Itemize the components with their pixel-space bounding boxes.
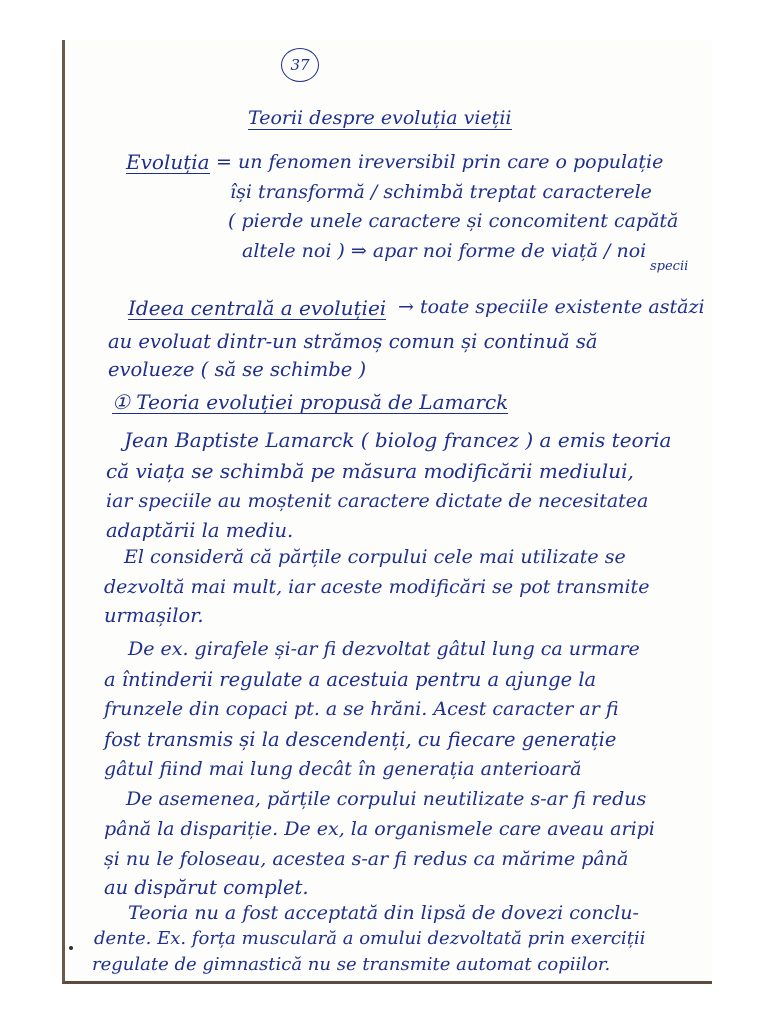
- paragraph-line: Teoria nu a fost acceptată din lipsă de dovezi conclu-: [128, 902, 639, 924]
- central-idea-line: evolueze ( să se schimbe ): [108, 358, 367, 381]
- paragraph-line: au dispărut complet.: [104, 876, 309, 899]
- central-idea-line: → toate speciile existente astăzi: [398, 296, 705, 318]
- paragraph-line: regulate de gimnastică nu se transmite automat copiilor.: [92, 954, 611, 975]
- paragraph-line: adaptării la mediu.: [106, 519, 294, 542]
- paragraph-line: El consideră că părțile corpului cele mai utilizate se: [124, 546, 626, 568]
- definition-line: specii: [650, 259, 689, 274]
- paragraph-line: până la dispariție. De ex, la organismele care aveau aripi: [104, 818, 655, 840]
- paragraph-line: și nu le foloseau, acestea s-ar fi redus ca mărime până: [104, 848, 629, 870]
- definition-line: altele noi ) ⇒ apar noi forme de viață / noi: [242, 240, 647, 262]
- section-heading: ① Teoria evoluției propusă de Lamarck: [112, 390, 509, 414]
- paragraph-line: urmașilor.: [104, 604, 204, 627]
- paragraph-line: fost transmis și la descendenți, cu fiecare generație: [104, 728, 617, 751]
- paragraph-line: iar speciile au moștenit caractere dictate de necesitatea: [106, 490, 649, 512]
- page-title: Teorii despre evoluția vieții: [248, 107, 512, 129]
- central-idea-term: Ideea centrală a evoluției: [128, 296, 387, 320]
- paragraph-line: dezvoltă mai mult, iar aceste modificări se pot transmite: [104, 576, 650, 598]
- central-idea-line: au evoluat dintr-un strămoș comun și continuă să: [108, 330, 598, 353]
- definition-line: = un fenomen ireversibil prin care o populație: [216, 151, 664, 173]
- paragraph-line: că viața se schimbă pe măsura modificării mediului,: [106, 459, 634, 483]
- paragraph-line: Jean Baptiste Lamarck ( biolog francez ) a emis teoria: [124, 428, 672, 452]
- paragraph-line: dente. Ex. forța musculară a omului dezvoltată prin exerciții: [94, 928, 646, 949]
- paragraph-line: a întinderii regulate a acestuia pentru a ajunge la: [104, 668, 597, 691]
- paragraph-line: De asemenea, părțile corpului neutilizate s-ar fi redus: [126, 788, 647, 810]
- paragraph-line: gâtul fiind mai lung decât în generația anterioară: [104, 758, 582, 780]
- page-number: 37: [281, 48, 319, 82]
- definition-line: ( pierde unele caractere și concomitent capătă: [228, 210, 679, 232]
- paragraph-line: frunzele din copaci pt. a se hrăni. Acest caracter ar fi: [104, 698, 619, 720]
- ink-dot: [69, 946, 73, 950]
- paragraph-line: De ex. girafele și-ar fi dezvoltat gâtul lung ca urmare: [128, 638, 640, 660]
- definition-line: își transformă / schimbă treptat caracterele: [230, 181, 652, 203]
- definition-term: Evoluția: [126, 150, 210, 174]
